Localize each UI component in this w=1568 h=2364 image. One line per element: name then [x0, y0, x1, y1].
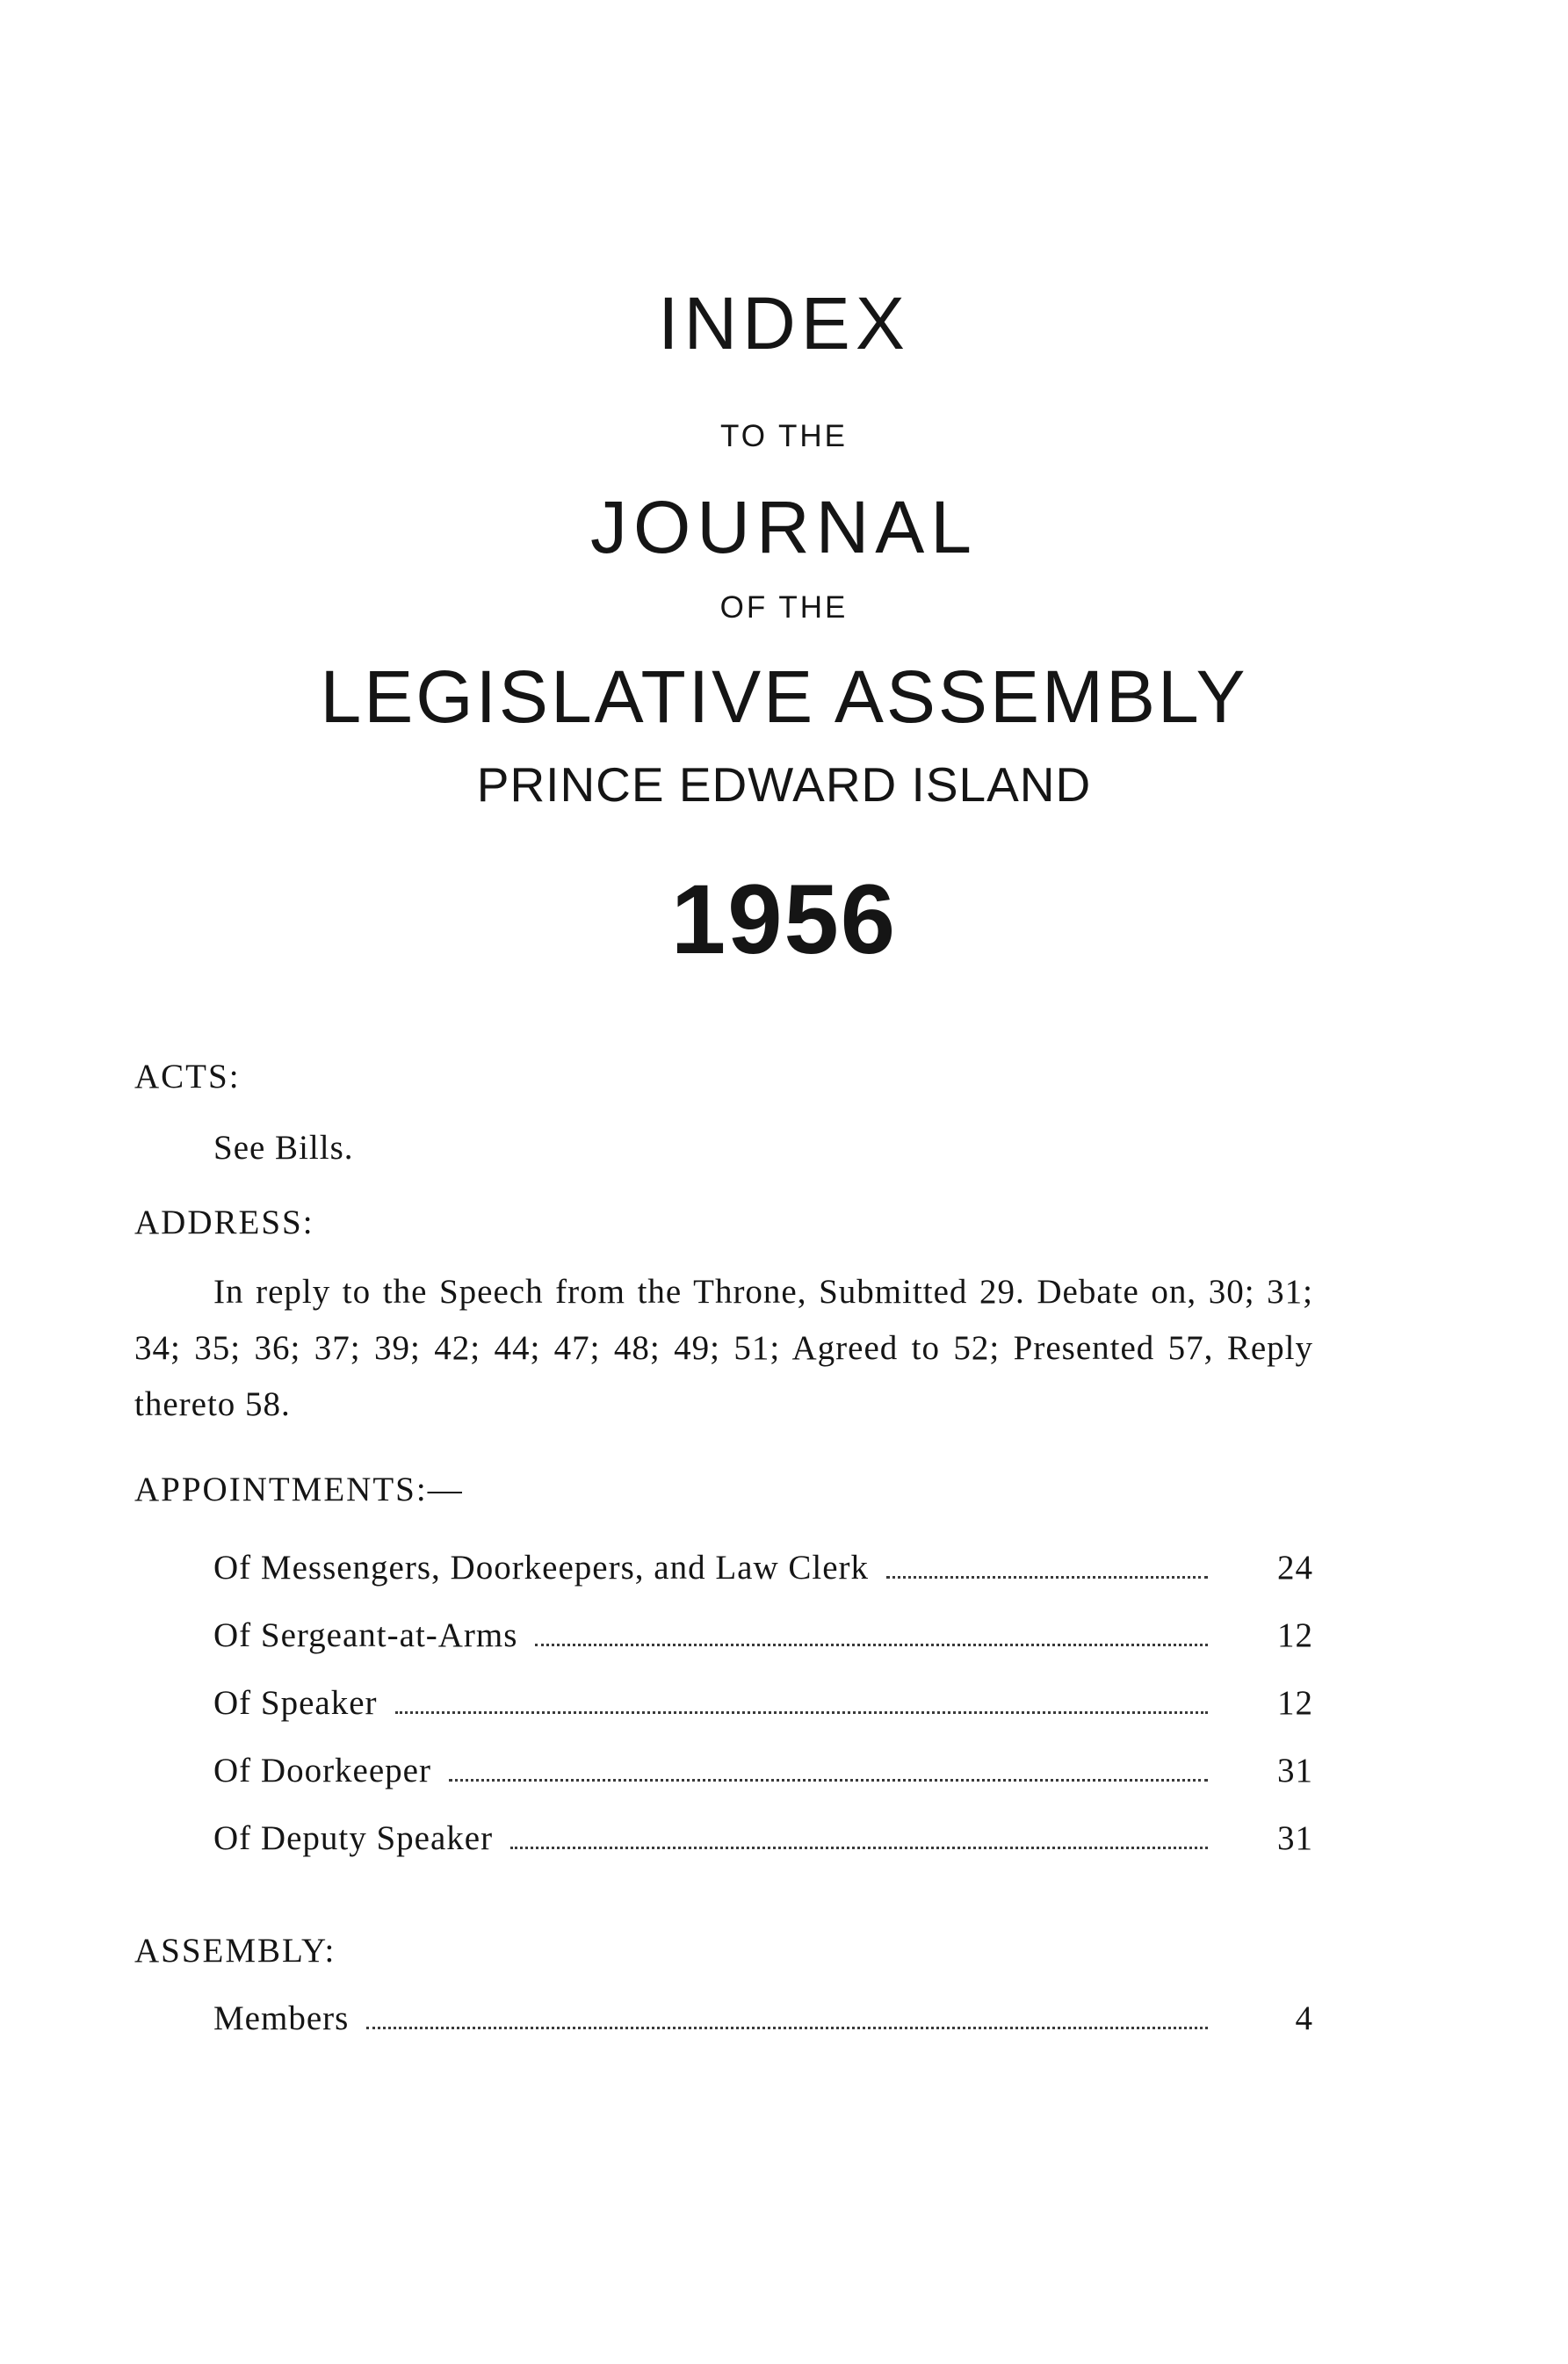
page-number: 31	[1277, 1819, 1313, 1857]
page-number: 4	[1295, 1999, 1313, 2037]
year-title: 1956	[670, 864, 898, 974]
entry-label: Of Sergeant-at-Arms	[213, 1616, 518, 1654]
appointments-heading: APPOINTMENTS:—	[134, 1471, 464, 1508]
entry-label: Of Messengers, Doorkeepers, and Law Clerk	[213, 1549, 870, 1587]
address-paragraph: In reply to the Speech from the Throne, Submitted 29. Debate on, 30; 31; 34; 35; 36; 37; 39; 42; 44; 47; 48; 49; 51; Agreed to 52; Presented 57, Reply thereto 58.	[134, 1273, 1313, 1423]
index-entry-row	[213, 1548, 1313, 1592]
dot-leader	[366, 2027, 1208, 2029]
dot-leader	[535, 1644, 1208, 1646]
entry-label: Of Speaker	[213, 1684, 378, 1722]
index-entry-row	[213, 1616, 1313, 1659]
dot-leader	[395, 1711, 1208, 1714]
page-number: 12	[1277, 1616, 1313, 1654]
index-entry-row	[213, 1683, 1313, 1727]
index-entry-row	[213, 1999, 1313, 2042]
index-title: INDEX	[658, 282, 910, 365]
page-number: 31	[1277, 1752, 1313, 1789]
acts-see-bills: See Bills.	[213, 1129, 354, 1167]
entry-label: Of Deputy Speaker	[213, 1819, 494, 1857]
dot-leader	[510, 1847, 1208, 1849]
province-title: PRINCE EDWARD ISLAND	[476, 757, 1092, 812]
entry-label: Members	[213, 1999, 350, 2037]
page-number: 12	[1277, 1684, 1313, 1722]
journal-title: JOURNAL	[589, 486, 979, 568]
dot-leader	[886, 1576, 1208, 1579]
to-the-line: TO THE	[719, 419, 849, 453]
assembly-heading: ASSEMBLY:	[134, 1932, 336, 1970]
index-entry-row	[213, 1818, 1313, 1862]
entry-label: Of Doorkeeper	[213, 1752, 431, 1789]
dot-leader	[449, 1779, 1208, 1782]
legislative-assembly-title: LEGISLATIVE ASSEMBLY	[320, 655, 1248, 738]
of-the-line: OF THE	[719, 590, 849, 625]
index-entry-row	[213, 1751, 1313, 1795]
address-heading: ADDRESS:	[134, 1204, 314, 1241]
page-number: 24	[1277, 1549, 1313, 1587]
acts-heading: ACTS:	[134, 1058, 241, 1095]
